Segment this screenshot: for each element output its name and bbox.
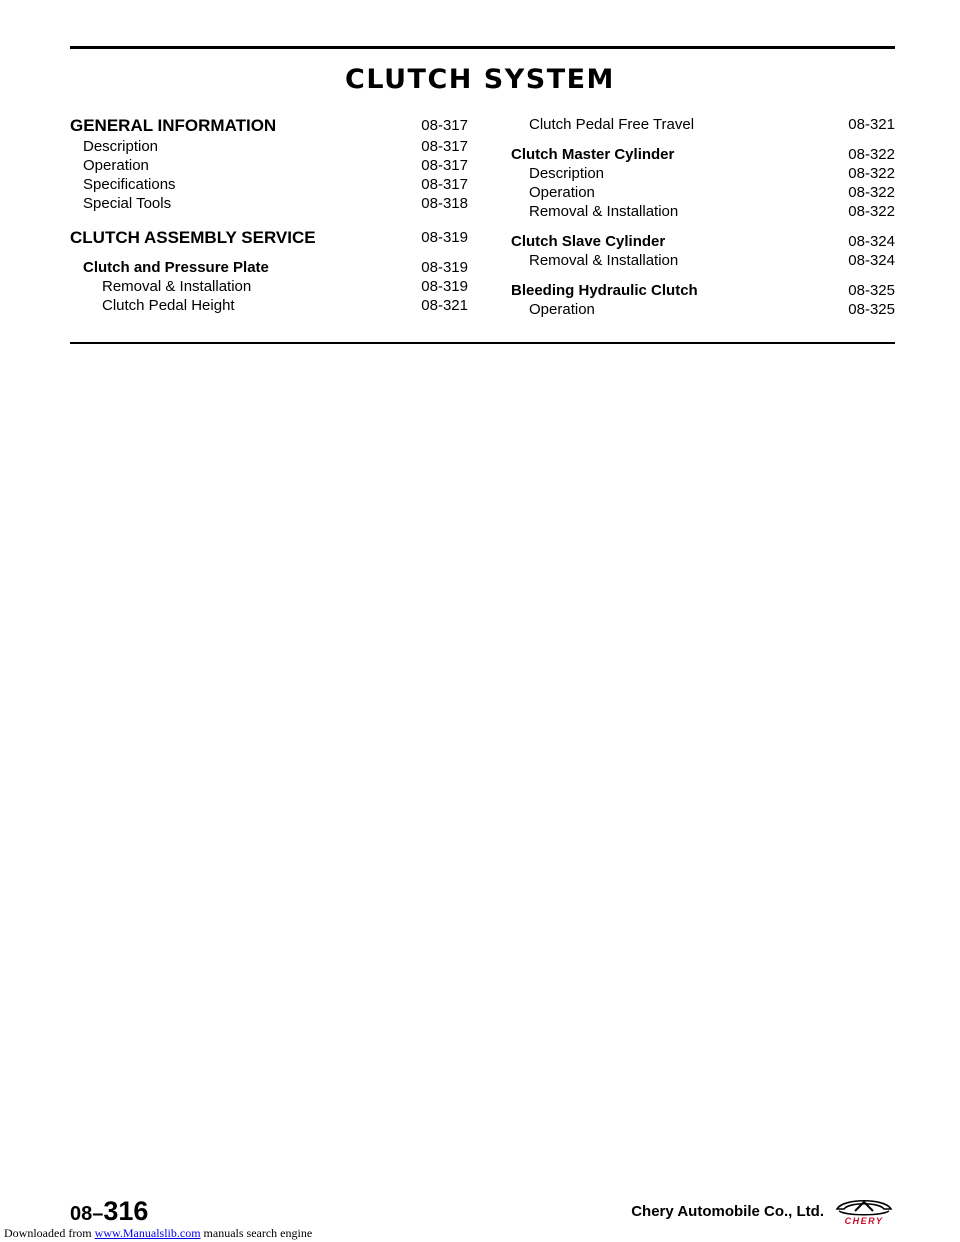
toc-page: 08-319 — [421, 259, 468, 276]
toc-entry-general-information[interactable] — [70, 115, 468, 137]
toc-label: Description — [83, 138, 159, 155]
toc-label: Clutch Slave Cylinder — [511, 233, 666, 250]
toc-page: 08-322 — [848, 165, 895, 182]
toc-entry-removal-installation[interactable] — [70, 277, 468, 296]
toc-label: Description — [529, 165, 605, 182]
toc-label: GENERAL INFORMATION — [70, 116, 277, 135]
toc-entry-operation[interactable] — [511, 300, 895, 319]
toc-page: 08-318 — [421, 195, 468, 212]
spacer — [70, 213, 468, 227]
toc-entry-description[interactable] — [70, 137, 468, 156]
download-note-suffix: manuals search engine — [200, 1226, 313, 1240]
toc-label: Removal & Installation — [529, 203, 679, 220]
top-rule — [70, 46, 895, 49]
toc-label: Special Tools — [83, 195, 172, 212]
manualslib-link[interactable]: www.Manualslib.com — [94, 1226, 201, 1240]
toc-label: Removal & Installation — [102, 278, 252, 295]
toc-entry-clutch-pedal-height[interactable] — [70, 296, 468, 315]
toc-entry-special-tools[interactable] — [70, 194, 468, 213]
toc-label: CLUTCH ASSEMBLY SERVICE — [70, 228, 316, 247]
page-number — [70, 1196, 148, 1227]
logo-text: CHERY — [844, 1216, 884, 1226]
toc-label: Removal & Installation — [529, 252, 679, 269]
toc-page: 08-319 — [421, 278, 468, 295]
toc-label: Clutch Pedal Height — [102, 297, 235, 314]
toc-page: 08-325 — [848, 301, 895, 318]
toc-page: 08-324 — [848, 233, 895, 250]
toc-label: Clutch Master Cylinder — [511, 146, 675, 163]
toc-label: Operation — [83, 157, 149, 174]
page-title: CLUTCH SYSTEM — [345, 64, 615, 95]
toc-entry-bleeding-hydraulic-clutch[interactable] — [511, 281, 895, 300]
spacer — [511, 221, 895, 232]
toc-page: 08-321 — [421, 297, 468, 314]
toc-page: 08-317 — [421, 157, 468, 174]
toc-entry-description[interactable] — [511, 164, 895, 183]
spacer — [70, 249, 468, 258]
toc-label: Operation — [529, 184, 595, 201]
toc-page: 08-322 — [848, 184, 895, 201]
toc-label: Clutch and Pressure Plate — [83, 259, 269, 276]
download-note — [4, 1226, 312, 1241]
toc-page: 08-322 — [848, 146, 895, 163]
download-note-prefix: Downloaded from — [4, 1226, 95, 1240]
toc-entry-clutch-slave-cylinder[interactable] — [511, 232, 895, 251]
toc-page: 08-317 — [421, 117, 468, 134]
toc-left-column — [70, 115, 468, 315]
toc-entry-clutch-and-pressure-plate[interactable] — [70, 258, 468, 277]
toc-label: Operation — [529, 301, 595, 318]
spacer — [511, 270, 895, 281]
toc-entry-operation[interactable] — [70, 156, 468, 175]
toc-entry-clutch-master-cylinder[interactable] — [511, 145, 895, 164]
toc-label: Bleeding Hydraulic Clutch — [511, 282, 698, 299]
spacer — [511, 134, 895, 145]
toc-entry-clutch-assembly-service[interactable] — [70, 227, 468, 249]
toc-page: 08-325 — [848, 282, 895, 299]
toc-entry-operation[interactable] — [511, 183, 895, 202]
toc-entry-removal-installation[interactable] — [511, 251, 895, 270]
toc-page: 08-324 — [848, 252, 895, 269]
page-number-value: 316 — [103, 1196, 149, 1226]
toc-right-column — [511, 115, 895, 319]
toc-label: Specifications — [83, 176, 176, 193]
toc-page: 08-322 — [848, 203, 895, 220]
toc-label: Clutch Pedal Free Travel — [529, 116, 695, 133]
toc-page: 08-317 — [421, 176, 468, 193]
toc-entry-specifications[interactable] — [70, 175, 468, 194]
company-name: Chery Automobile Co., Ltd. — [631, 1203, 824, 1220]
toc-entry-removal-installation[interactable] — [511, 202, 895, 221]
page-number-prefix: 08– — [70, 1203, 104, 1225]
toc-entry-clutch-pedal-free-travel[interactable] — [511, 115, 895, 134]
bottom-rule — [70, 342, 895, 344]
toc-page: 08-319 — [421, 229, 468, 246]
toc-page: 08-317 — [421, 138, 468, 155]
toc-page: 08-321 — [848, 116, 895, 133]
chery-logo-icon — [833, 1196, 895, 1226]
